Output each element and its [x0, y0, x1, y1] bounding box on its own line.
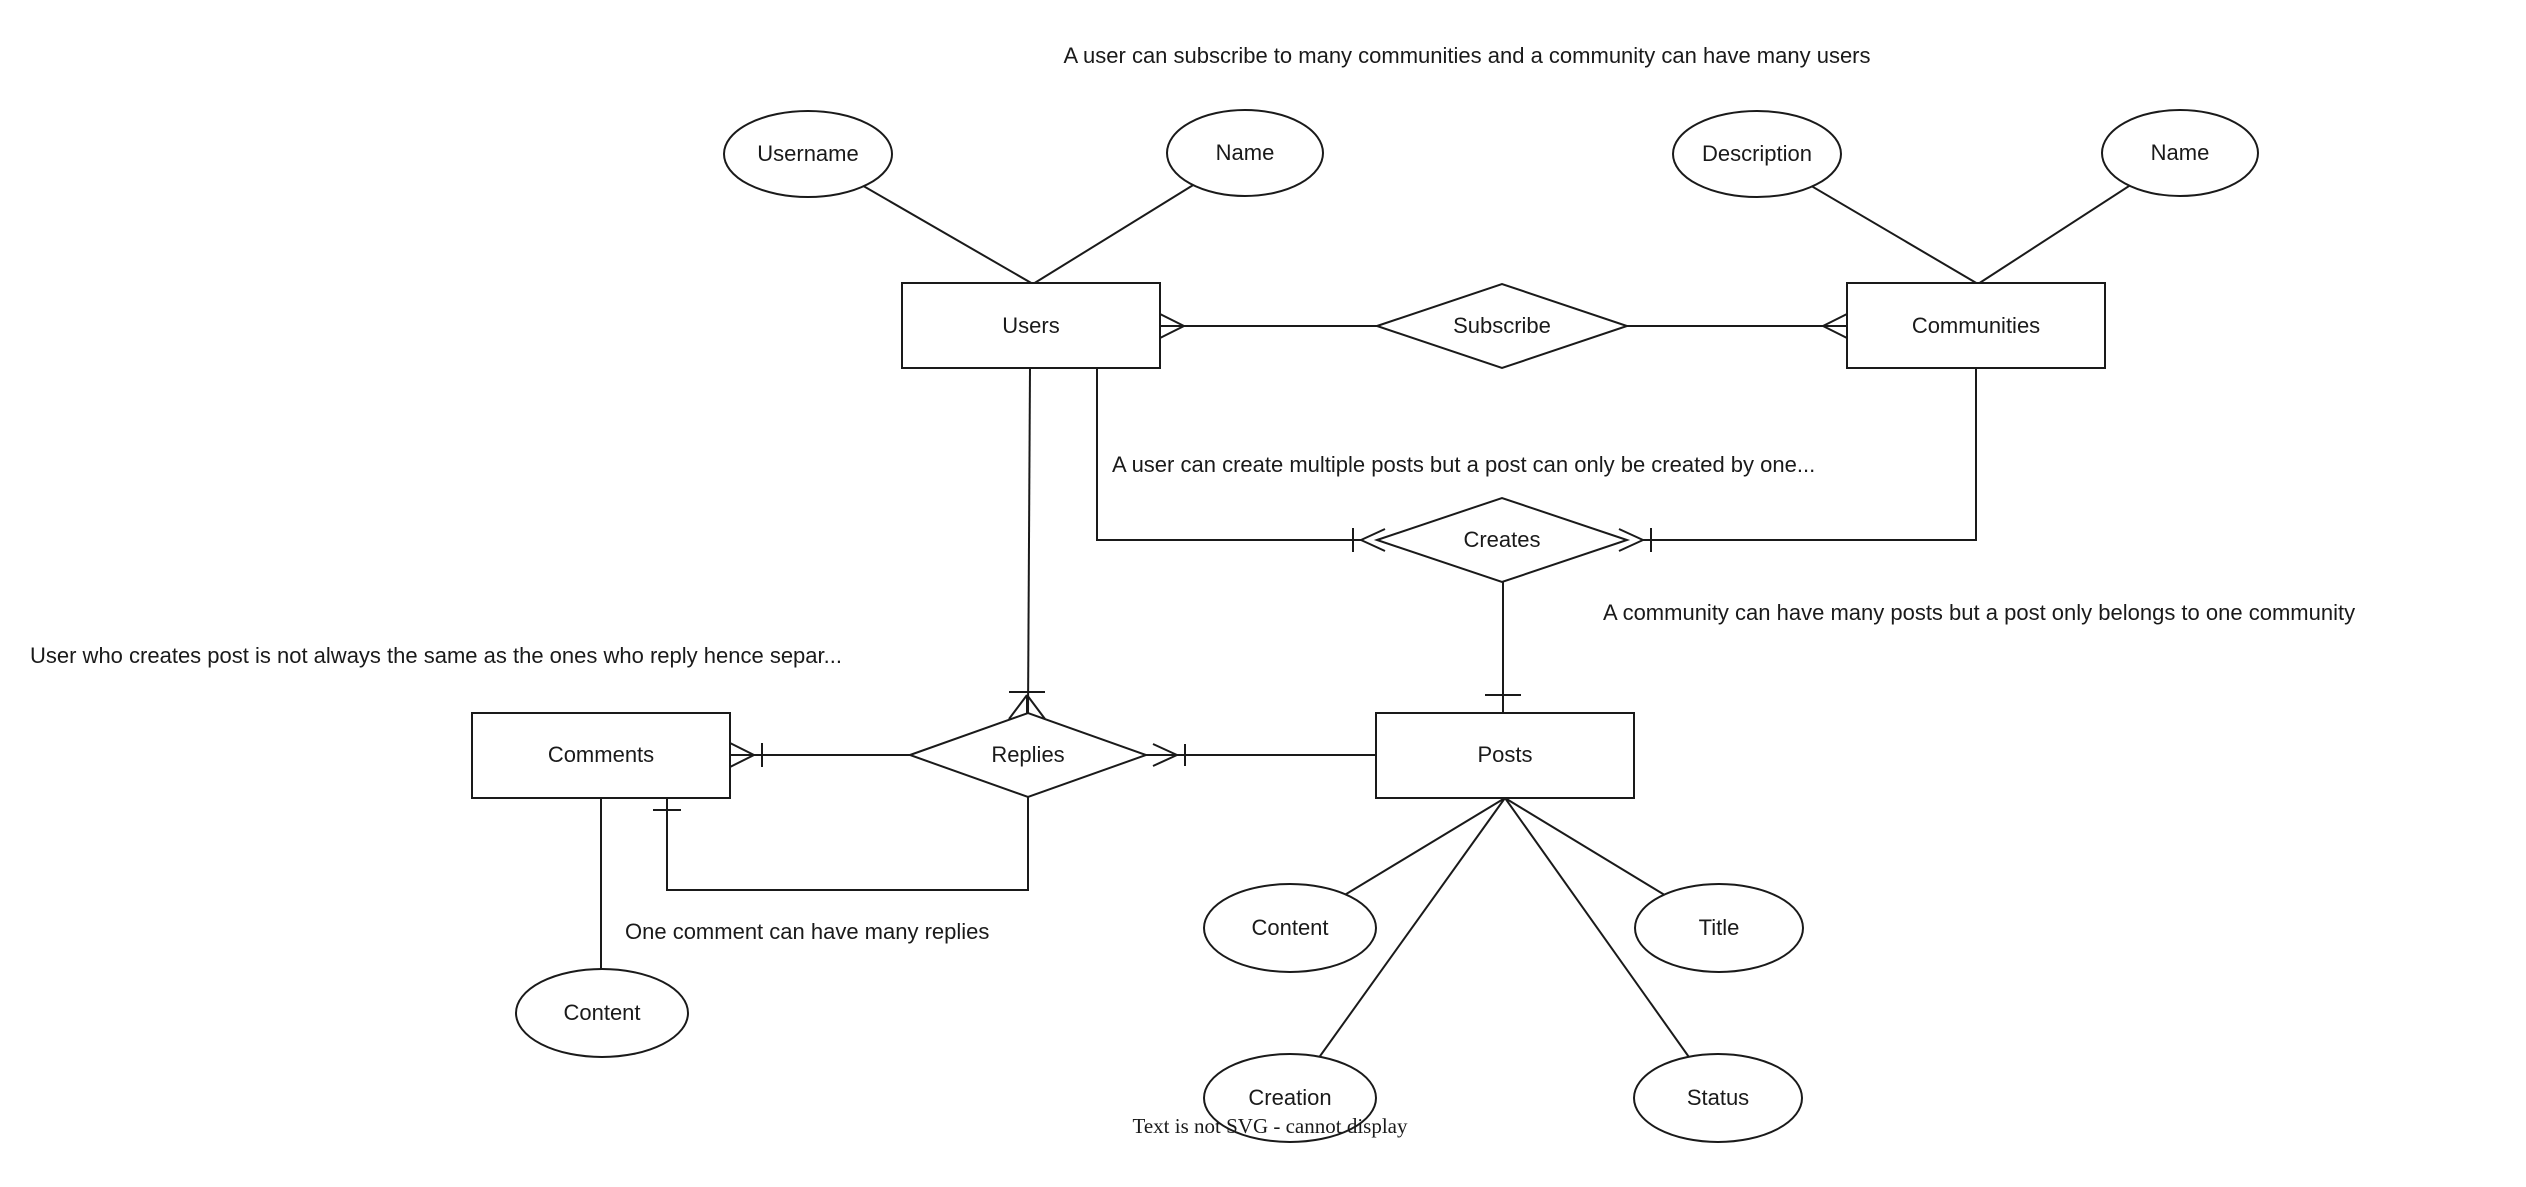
entity-posts-label: Posts: [1477, 742, 1533, 767]
svg-fallback-note: Text is not SVG - cannot display: [1132, 1114, 1408, 1138]
relationship-subscribe-label: Subscribe: [1453, 313, 1551, 338]
relationship-creates-label: Creates: [1463, 527, 1541, 552]
relationship-replies-label: Replies: [991, 742, 1065, 767]
attribute-name-communities-label: Name: [2150, 140, 2210, 165]
attribute-description-label: Description: [1701, 141, 1813, 166]
annotation-replies-user-note: User who creates post is not always the same as the ones who reply hence separ...: [30, 643, 842, 668]
attribute-name-users-label: Name: [1215, 140, 1275, 165]
cardinality-markers: [653, 314, 1847, 810]
connector-users-replies: [1028, 368, 1030, 713]
attribute-title-posts-label: Title: [1698, 915, 1740, 940]
attribute-creation-posts-label: Creation: [1248, 1085, 1332, 1110]
attribute-content-posts-label: Content: [1251, 915, 1329, 940]
annotation-comment-replies-note: One comment can have many replies: [625, 919, 990, 944]
attribute-content-comments-label: Content: [563, 1000, 641, 1025]
entity-users-label: Users: [1002, 313, 1060, 338]
attribute-status-posts-label: Status: [1686, 1085, 1750, 1110]
annotation-creates-note: A user can create multiple posts but a post can only be created by one...: [1112, 452, 1816, 477]
attribute-username-label: Username: [757, 141, 859, 166]
entity-comments-label: Comments: [547, 742, 655, 767]
connector-replies-comments-loop: [667, 797, 1028, 890]
annotation-community-posts-note: A community can have many posts but a post only belongs to one community: [1603, 600, 2356, 625]
annotation-subscribe-note: A user can subscribe to many communities and a community can have many users: [1063, 43, 1871, 68]
entity-communities-label: Communities: [1911, 313, 2041, 338]
attributes: [516, 110, 2258, 1142]
